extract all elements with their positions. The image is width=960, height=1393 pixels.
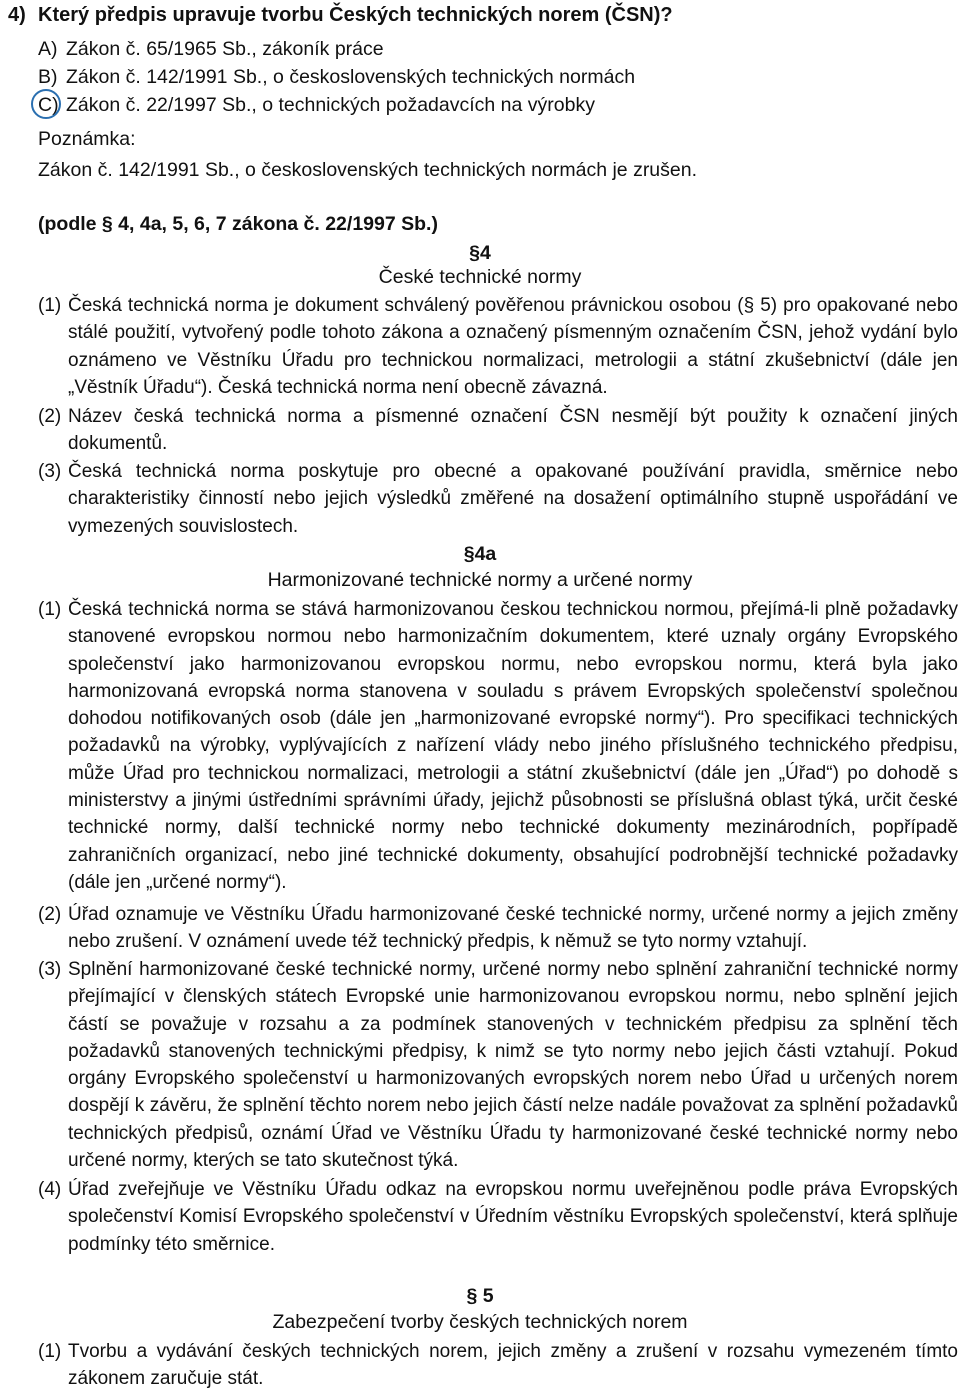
question-text: Který předpis upravuje tvorbu Českých technických norem (ČSN)? [38,4,673,26]
section-heading: § 5 [466,1285,494,1307]
section-heading: §4a [463,543,497,565]
paragraph-text: Úřad zveřejňuje ve Věstníku Úřadu odkaz na evropskou normu uveřejněnou podle práva Evropských společenství Komisí Evropského společenství v Úředním věstníku Evropských společenství, která splňuje podmínky této směrnice. [68,1179,958,1255]
question-number: 4) [8,4,26,26]
paragraph [38,403,958,458]
note-label: Poznámka: [38,128,136,150]
paragraph-text: Název česká technická norma a písmenné označení ČSN nesmějí být použity k označení jiných dokumentů. [68,406,958,455]
option-text: Zákon č. 142/1991 Sb., o československých technických normách [66,66,636,88]
question-heading [8,4,673,27]
paragraph-number: (1) [38,1341,62,1362]
paragraph [38,1338,958,1393]
paragraph-number: (3) [38,959,62,980]
paragraph-number: (1) [38,599,62,620]
answer-option-c [38,94,595,117]
paragraph-text: Úřad oznamuje ve Věstníku Úřadu harmonizované české technické normy, určené normy a jejich změny nebo zrušení. V oznámení uvede též technický předpis, k němuž se tyto normy vztahují. [68,904,958,953]
option-letter: A) [38,38,58,60]
paragraph-number: (2) [38,406,62,427]
paragraph-text: Česká technická norma je dokument schválený pověřenou právnickou osobou (§ 5) pro opakované nebo stálé použití, vytvořený podle tohoto zákona a označený písmenným označením ČSN, jehož vydání bylo oznámeno ve Věstníku Úřadu pro technickou normalizaci, metrologii a státní zkušebnictví (dále jen „Věstník Úřadu“). Česká technická norma není obecně závazná. [68,295,958,398]
section-heading: §4 [469,242,491,264]
section-title: Zabezpečení tvorby českých technických norem [272,1311,688,1333]
paragraph [38,596,958,896]
paragraph-number: (1) [38,295,62,316]
answer-option-a [38,38,384,61]
paragraph [38,956,958,1174]
paragraph-text: Splnění harmonizované české technické normy, určené normy nebo splnění zahraniční technické normy přejímající v členských státech Evropské unie harmonizovanou evropskou normu, nebo splnění jejich částí se považuje v rozsahu a za podmínek stanovených v technickém předpisu za splnění těch požadavků stanovených technickými předpisy, k nimž se tyto normy nebo jejich části vztahují. Pokud orgány Evropského společenství u harmonizovaných evropských norem nebo Úřad u určených norem dospějí k závěru, že splnění těchto norem nebo jejich částí nelze nadále považovat za splnění požadavků technických předpisů, oznámí Úřad ve Věstníku Úřadu ty harmonizované české technické normy nebo určené normy, kterých se tato skutečnost týká. [68,959,958,1172]
paragraph [38,901,958,956]
section-title: České technické normy [378,266,582,288]
paragraph [38,458,958,540]
section-title: Harmonizované technické normy a určené normy [267,569,693,591]
reference-line: (podle § 4, 4a, 5, 6, 7 zákona č. 22/1997 Sb.) [38,213,438,235]
paragraph-text: Česká technická norma poskytuje pro obecné a opakované používání pravidla, směrnice nebo charakteristiky činností nebo jejich výsledků změřené na dosažení optimálního stupně uspořádání ve vymezených souvislostech. [68,461,958,537]
paragraph-number: (4) [38,1179,62,1200]
paragraph-text: Tvorbu a vydávání českých technických norem, jejich změny a zrušení v rozsahu vymezeném tímto zákonem zaručuje stát. [68,1341,958,1390]
option-text: Zákon č. 65/1965 Sb., zákoník práce [66,38,384,60]
paragraph [38,1176,958,1258]
option-text: Zákon č. 22/1997 Sb., o technických požadavcích na výrobky [66,94,595,116]
paragraph-number: (3) [38,461,62,482]
option-letter: B) [38,66,58,88]
paragraph [38,292,958,401]
correct-answer-circle-icon [31,89,61,119]
option-letter: C) [38,94,59,116]
answer-option-b [38,66,635,89]
paragraph-text: Česká technická norma se stává harmonizovanou českou technickou normou, přejímá-li plně požadavky stanovené evropskou normou nebo harmonizačním dokumentem, které uznaly orgány Evropského společenství jako harmonizovanou evropskou normu, nebo evropskou normu, která byla jako harmonizovaná evropská norma stanovena v souladu s právem Evropských společenství společnou dohodou notifikovaných osob (dále jen „harmonizované evropské normy“). Pro specifikaci technických požadavků na výrobky, vyplývajících z nařízení vlády nebo jiného příslušného technického předpisu, může Úřad pro technickou normalizaci, metrologii a státní zkušebnictví (dále jen „Úřad“) po dohodě s ministerstvy a jinými ústředními správními úřady, jejichž působnosti se příslušná oblast týká, určit české technické normy, další technické normy nebo technické dokumenty mezinárodních, popřípadě zahraničních organizací, nebo jiné technické dokumenty, obsahující podrobnější technické požadavky (dále jen „určené normy“). [68,599,958,893]
paragraph-number: (2) [38,904,62,925]
note-text: Zákon č. 142/1991 Sb., o československých technických normách je zrušen. [38,159,698,181]
